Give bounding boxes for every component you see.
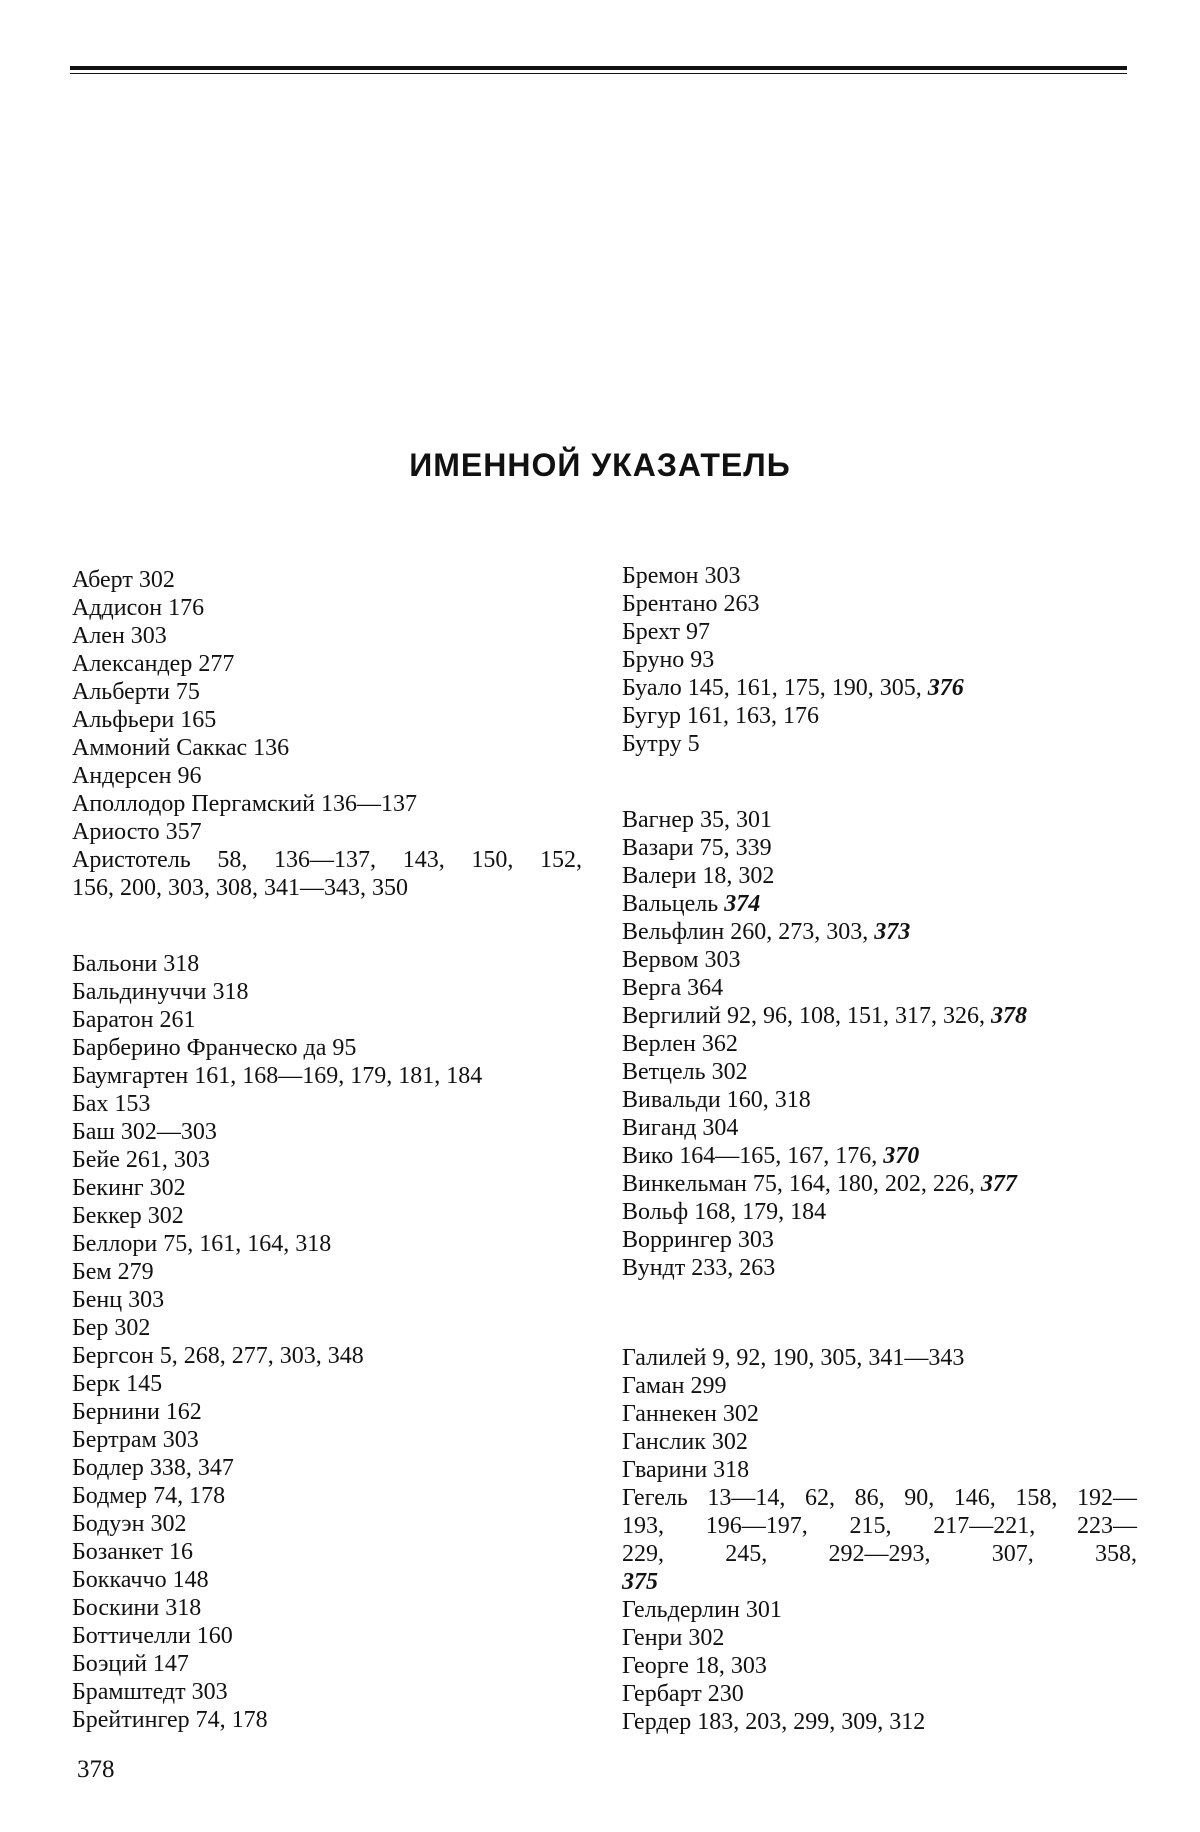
index-entry: Гербарт 230 [622, 1681, 744, 1707]
index-entry: Бальдинуччи 318 [72, 979, 249, 1005]
index-entry: Бернини 162 [72, 1399, 202, 1425]
index-group-a [72, 566, 582, 902]
index-entry: Альберти 75 [72, 679, 200, 705]
index-entry: Верлен 362 [622, 1031, 738, 1057]
entry-page-italic: 370 [883, 1143, 920, 1169]
entry-text: Вергилий 92, 96, 108, 151, 317, 326, [622, 1003, 992, 1029]
entry-page-italic: 376 [927, 675, 964, 701]
index-entry: Ганслик 302 [622, 1429, 748, 1455]
index-entry: Георге 18, 303 [622, 1653, 767, 1679]
index-entry: Бодмер 74, 178 [72, 1483, 226, 1509]
index-entry: Гаман 299 [622, 1373, 727, 1399]
entry-text: Вико 164—165, 167, 176, [622, 1143, 884, 1169]
index-entry: Брейтингер 74, 178 [72, 1707, 268, 1733]
index-entry: Бекинг 302 [72, 1175, 186, 1201]
index-entry-hegel: Гегель 13—14, 62, 86, 90, 146, 158, 192— [622, 1485, 1137, 1511]
index-entry: Берк 145 [72, 1371, 163, 1397]
index-group-v [622, 806, 1137, 1282]
index-entry-walzel [622, 890, 1137, 918]
index-entry: Боскини 318 [72, 1595, 202, 1621]
index-entry: Андерсен 96 [72, 763, 202, 789]
index-entry: Вивальди 160, 318 [622, 1087, 811, 1113]
index-entry: Бертрам 303 [72, 1427, 199, 1453]
index-entry: Вервом 303 [622, 947, 741, 973]
index-entry: Бах 153 [72, 1091, 151, 1117]
index-entry: Гварини 318 [622, 1457, 750, 1483]
index-entry: Гельдерлин 301 [622, 1597, 782, 1623]
index-entry: Боккаччо 148 [72, 1567, 209, 1593]
index-entry: Вольф 168, 179, 184 [622, 1199, 827, 1225]
index-entry: Барберино Франческо да 95 [72, 1035, 357, 1061]
index-entry-hegel-cont: 193, 196—197, 215, 217—221, 223— [622, 1513, 1137, 1539]
index-entry: Воррингер 303 [622, 1227, 774, 1253]
index-entry-winckelmann [622, 1170, 1137, 1198]
page-title: ИМЕННОЙ УКАЗАТЕЛЬ [409, 447, 791, 483]
index-group-b [72, 950, 582, 1734]
index-entry: Брентано 263 [622, 591, 760, 617]
index-entry-hegel-end [622, 1568, 1137, 1596]
index-entry: Верга 364 [622, 975, 724, 1001]
index-entry: Ветцель 302 [622, 1059, 748, 1085]
index-entry: Брехт 97 [622, 619, 711, 645]
page-number: 378 [77, 1756, 115, 1783]
index-entry: Аберт 302 [72, 567, 175, 593]
index-entry: Ален 303 [72, 623, 167, 649]
index-group-b-cont [622, 562, 1137, 758]
index-entry: Баш 302—303 [72, 1119, 217, 1145]
index-entry: Галилей 9, 92, 190, 305, 341—343 [622, 1345, 965, 1371]
entry-page-italic: 374 [724, 891, 761, 917]
entry-page-italic: 375 [622, 1569, 658, 1595]
index-entry: Виганд 304 [622, 1115, 739, 1141]
index-entry: Бем 279 [72, 1259, 154, 1285]
index-entry: Брамштедт 303 [72, 1679, 228, 1705]
entry-text: Винкельман 75, 164, 180, 202, 226, [622, 1171, 981, 1197]
entry-page-italic: 373 [874, 919, 911, 945]
index-entry: Беллори 75, 161, 164, 318 [72, 1231, 332, 1257]
index-entry: Бодуэн 302 [72, 1511, 187, 1537]
index-entry: Бозанкет 16 [72, 1539, 193, 1565]
index-entry: Бодлер 338, 347 [72, 1455, 234, 1481]
index-entry: Бруно 93 [622, 647, 715, 673]
index-entry: Бугур 161, 163, 176 [622, 703, 820, 729]
index-entry: Бенц 303 [72, 1287, 165, 1313]
index-entry-aristotle: Аристотель 58, 136—137, 143, 150, 152, [72, 847, 582, 873]
index-entry-wolfflin [622, 918, 1137, 946]
index-entry: Бер 302 [72, 1315, 151, 1341]
index-entry: Вундт 233, 263 [622, 1255, 776, 1281]
index-entry: Боттичелли 160 [72, 1623, 233, 1649]
index-entry: Баумгартен 161, 168—169, 179, 181, 184 [72, 1063, 483, 1089]
entry-text: Буало 145, 161, 175, 190, 305, [622, 675, 928, 701]
index-entry: Вазари 75, 339 [622, 835, 772, 861]
header-rule [70, 66, 1127, 74]
index-entry: Бергсон 5, 268, 277, 303, 348 [72, 1343, 364, 1369]
entry-page-italic: 378 [991, 1003, 1028, 1029]
index-entry: Бутру 5 [622, 731, 700, 757]
index-entry: Аммоний Саккас 136 [72, 735, 290, 761]
index-entry: Ариосто 357 [72, 819, 202, 845]
entry-page-italic: 377 [980, 1171, 1017, 1197]
index-column-left [72, 566, 582, 1734]
index-column-right [622, 562, 1137, 1736]
index-entry: Баратон 261 [72, 1007, 196, 1033]
index-entry-vico [622, 1142, 1137, 1170]
index-entry: Бальони 318 [72, 951, 200, 977]
index-entry: Вагнер 35, 301 [622, 807, 772, 833]
index-entry: Беккер 302 [72, 1203, 184, 1229]
index-group-g [622, 1344, 1137, 1736]
index-entry: Бейе 261, 303 [72, 1147, 210, 1173]
index-entry: Бремон 303 [622, 563, 741, 589]
index-entry: Альфьери 165 [72, 707, 217, 733]
index-entry: Боэций 147 [72, 1651, 189, 1677]
entry-text: Вальцель [622, 891, 725, 917]
index-entry: Аддисон 176 [72, 595, 205, 621]
index-entry-aristotle-cont: 156, 200, 303, 308, 341—343, 350 [72, 875, 408, 901]
entry-text: Вельфлин 260, 273, 303, [622, 919, 875, 945]
index-entry: Ганнекен 302 [622, 1401, 759, 1427]
index-entry: Аполлодор Пергамский 136—137 [72, 791, 417, 817]
index-entry: Генри 302 [622, 1625, 725, 1651]
index-entry: Валери 18, 302 [622, 863, 775, 889]
index-entry: Гердер 183, 203, 299, 309, 312 [622, 1709, 926, 1735]
index-entry-hegel-cont: 229, 245, 292—293, 307, 358, [622, 1541, 1137, 1567]
index-entry-boileau [622, 674, 1137, 702]
index-entry: Александер 277 [72, 651, 235, 677]
index-entry-virgil [622, 1002, 1137, 1030]
